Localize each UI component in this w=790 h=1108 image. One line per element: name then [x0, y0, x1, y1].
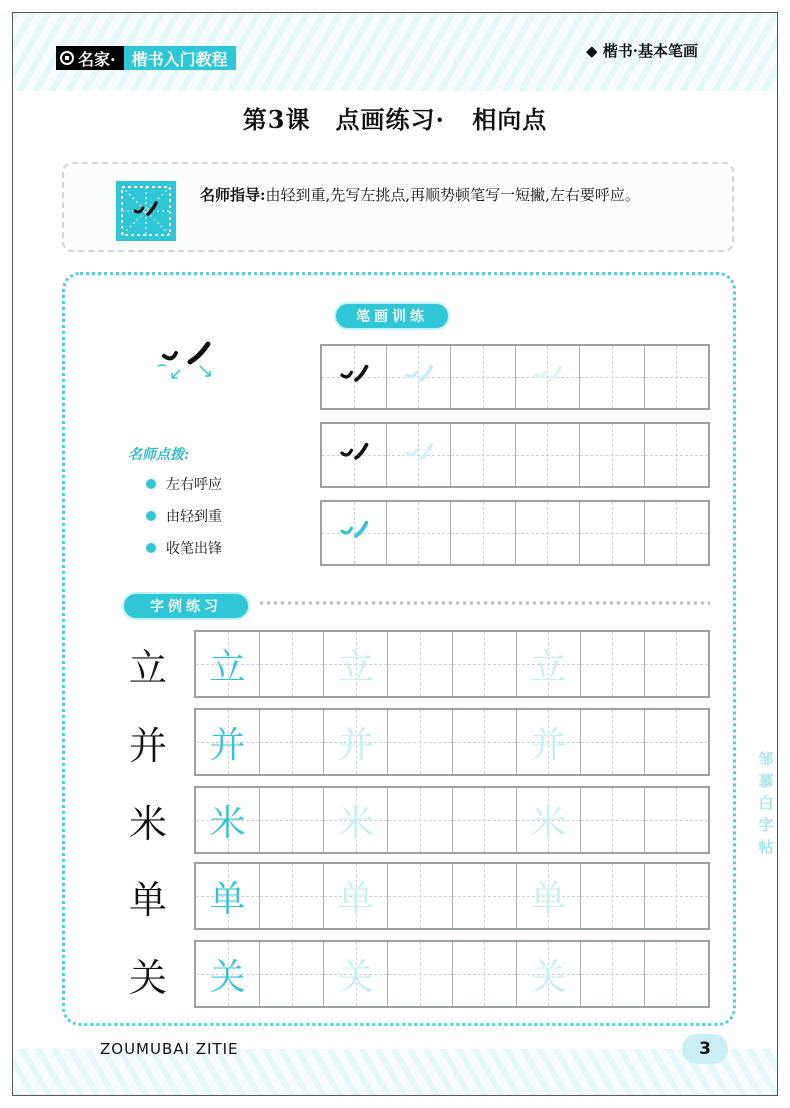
- trace-character-bold: 立: [209, 646, 246, 688]
- grid-cell[interactable]: [324, 788, 388, 852]
- trace-character-bold: 并: [209, 724, 246, 766]
- side-label: 邹慕白字帖: [758, 750, 774, 856]
- grid-cell[interactable]: [645, 788, 708, 852]
- tip-item: 左右呼应: [146, 474, 222, 494]
- stroke-practice-row[interactable]: [320, 344, 710, 410]
- stroke-trace-icon: [387, 346, 451, 408]
- grid-cell[interactable]: [387, 502, 452, 564]
- character-grid[interactable]: [194, 940, 710, 1008]
- grid-cell[interactable]: [260, 710, 324, 774]
- grid-cell[interactable]: [387, 346, 452, 408]
- footer-brand: ZOUMUBAI ZITIE: [100, 1040, 239, 1058]
- grid-cell[interactable]: [645, 864, 708, 928]
- grid-cell[interactable]: [580, 502, 645, 564]
- grid-cell[interactable]: [581, 864, 645, 928]
- grid-cell[interactable]: [322, 424, 387, 486]
- grid-cell[interactable]: [580, 424, 645, 486]
- grid-cell[interactable]: [451, 346, 516, 408]
- grid-cell[interactable]: [516, 424, 581, 486]
- grid-cell[interactable]: [517, 788, 581, 852]
- grid-cell[interactable]: [453, 710, 517, 774]
- model-character: 立: [128, 645, 167, 690]
- grid-cell[interactable]: [453, 942, 517, 1006]
- bullet-icon: [146, 479, 156, 489]
- trace-character-bold: 关: [209, 956, 246, 998]
- page-number: 3: [682, 1034, 728, 1064]
- grid-cell[interactable]: [517, 632, 581, 696]
- trace-character-bold: 米: [209, 802, 246, 844]
- guide-text: [200, 182, 700, 208]
- trace-character-faint: 立: [337, 646, 374, 688]
- model-character: 米: [128, 801, 167, 846]
- stroke-grid-icon: [116, 181, 176, 241]
- grid-cell[interactable]: [453, 632, 517, 696]
- bullet-icon: [146, 511, 156, 521]
- trace-character-faint: 关: [337, 956, 374, 998]
- grid-cell[interactable]: [581, 710, 645, 774]
- grid-cell[interactable]: [645, 710, 708, 774]
- grid-cell[interactable]: [581, 632, 645, 696]
- character-row: [112, 708, 712, 776]
- grid-cell[interactable]: [645, 502, 709, 564]
- grid-cell[interactable]: [196, 632, 260, 696]
- stroke-practice-row[interactable]: [320, 500, 710, 566]
- grid-cell[interactable]: [388, 788, 452, 852]
- character-row: [112, 862, 712, 930]
- character-practice-label: 字例练习: [124, 594, 248, 618]
- grid-cell[interactable]: [388, 864, 452, 928]
- grid-cell[interactable]: [645, 632, 708, 696]
- grid-cell[interactable]: [580, 346, 645, 408]
- trace-character-faint: 单: [530, 878, 567, 920]
- stroke-model-icon: [322, 424, 386, 486]
- bullet-icon: [146, 543, 156, 553]
- grid-cell[interactable]: [516, 502, 581, 564]
- logo-icon: [60, 51, 74, 65]
- grid-cell[interactable]: [516, 346, 581, 408]
- grid-cell[interactable]: [453, 864, 517, 928]
- grid-cell[interactable]: [581, 788, 645, 852]
- guide-box: [62, 162, 734, 252]
- dotted-divider: [258, 598, 710, 608]
- series-name: 楷书入门教程: [124, 46, 236, 70]
- trace-character-faint: 并: [530, 724, 567, 766]
- grid-cell[interactable]: [517, 864, 581, 928]
- model-character: 单: [128, 877, 167, 922]
- trace-character-faint: 米: [337, 802, 374, 844]
- grid-cell[interactable]: [645, 346, 709, 408]
- guide-label: 名师指导:: [200, 186, 266, 204]
- grid-cell[interactable]: [451, 502, 516, 564]
- grid-cell[interactable]: [387, 424, 452, 486]
- character-grid[interactable]: [194, 862, 710, 930]
- grid-cell[interactable]: [196, 710, 260, 774]
- tip-item: 由轻到重: [146, 506, 222, 526]
- series-prefix: 名家·: [78, 49, 116, 69]
- stroke-trace-icon: [387, 424, 451, 486]
- guide-content: 由轻到重,先写左挑点,再顺势顿笔写一短撇,左右要呼应。: [265, 186, 640, 204]
- trace-character-faint: 单: [337, 878, 374, 920]
- grid-cell[interactable]: [645, 942, 708, 1006]
- stroke-model-icon: [322, 346, 386, 408]
- stroke-trace-icon: [322, 502, 386, 564]
- trace-character-faint: 关: [530, 956, 567, 998]
- grid-cell[interactable]: [645, 424, 709, 486]
- character-row: [112, 940, 712, 1008]
- trace-character-faint: 立: [530, 646, 567, 688]
- model-character: 关: [128, 955, 167, 1000]
- grid-cell[interactable]: [324, 710, 388, 774]
- grid-cell[interactable]: [324, 864, 388, 928]
- grid-cell[interactable]: [451, 424, 516, 486]
- trace-character-bold: 单: [209, 878, 246, 920]
- grid-cell[interactable]: [260, 864, 324, 928]
- trace-character-faint: 并: [337, 724, 374, 766]
- grid-cell[interactable]: [388, 632, 452, 696]
- trace-character-faint: 米: [530, 802, 567, 844]
- lesson-title: 第3课 点画练习· 相向点: [242, 105, 548, 134]
- grid-cell[interactable]: [388, 942, 452, 1006]
- character-row: [112, 786, 712, 854]
- grid-cell[interactable]: [322, 346, 387, 408]
- grid-cell[interactable]: [196, 864, 260, 928]
- grid-cell[interactable]: [581, 942, 645, 1006]
- character-grid[interactable]: [194, 708, 710, 776]
- tip-item: 收笔出锋: [146, 538, 222, 558]
- stroke-trace-icon: [516, 346, 580, 408]
- grid-cell[interactable]: [517, 942, 581, 1006]
- stroke-demo-icon: [150, 336, 240, 386]
- stroke-practice-row[interactable]: [320, 422, 710, 488]
- grid-cell[interactable]: [196, 942, 260, 1006]
- grid-cell[interactable]: [388, 710, 452, 774]
- character-grid[interactable]: [194, 630, 710, 698]
- grid-cell[interactable]: [322, 502, 387, 564]
- section-tag: ◆ 楷书·基本笔画: [586, 42, 698, 60]
- model-character: 并: [128, 723, 167, 768]
- grid-cell[interactable]: [517, 710, 581, 774]
- grid-cell[interactable]: [260, 788, 324, 852]
- grid-cell[interactable]: [260, 942, 324, 1006]
- grid-cell[interactable]: [324, 942, 388, 1006]
- grid-cell[interactable]: [196, 788, 260, 852]
- grid-cell[interactable]: [324, 632, 388, 696]
- grid-cell[interactable]: [453, 788, 517, 852]
- tips-title: 名师点拨:: [128, 447, 190, 463]
- grid-cell[interactable]: [260, 632, 324, 696]
- character-grid[interactable]: [194, 786, 710, 854]
- tips: [128, 444, 222, 570]
- series-tag: [56, 46, 236, 70]
- stroke-training-label: 笔画训练: [336, 304, 448, 328]
- character-row: [112, 630, 712, 698]
